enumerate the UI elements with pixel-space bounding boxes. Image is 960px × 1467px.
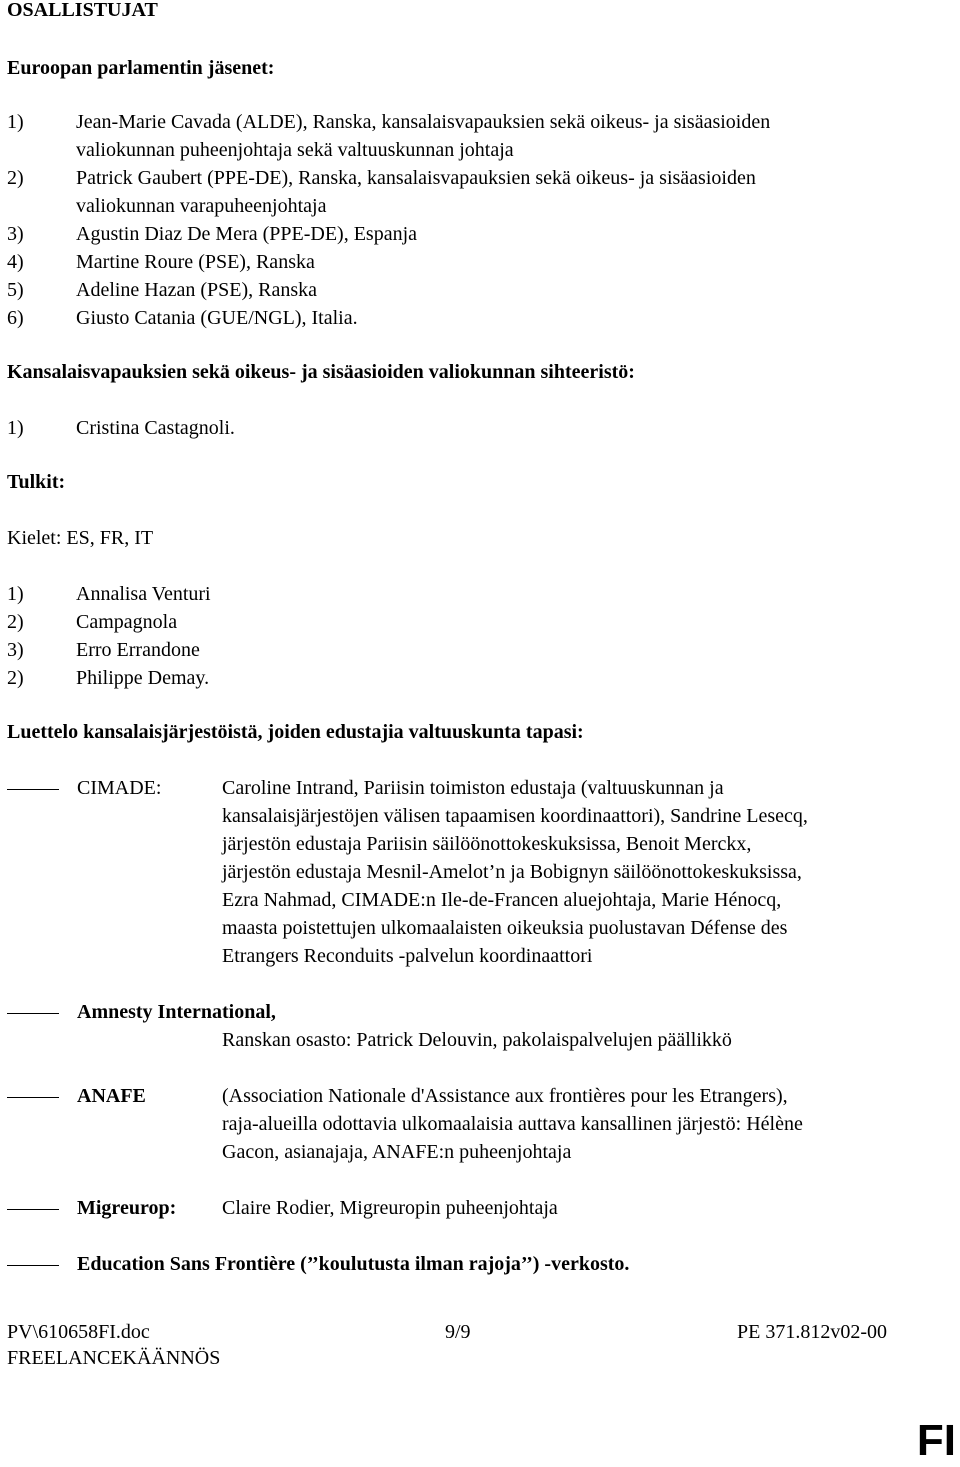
dash-bullet bbox=[7, 1013, 59, 1014]
ngo-detail: Etrangers Reconduits -palvelun koordinaattori bbox=[222, 945, 593, 967]
ngo-detail: maasta poistettujen ulkomaalaisten oikeuksia puolustavan Défense des bbox=[222, 917, 788, 939]
item-number: 2) bbox=[7, 667, 24, 689]
ngo-detail: Claire Rodier, Migreuropin puheenjohtaja bbox=[222, 1197, 558, 1219]
ngos-title: Luettelo kansalaisjärjestöistä, joiden edustajia valtuuskunta tapasi: bbox=[7, 721, 584, 743]
ngo-detail: kansalaisjärjestöjen välisen tapaamisen koordinaattori), Sandrine Lesecq, bbox=[222, 805, 808, 827]
secretariat-title: Kansalaisvapauksien sekä oikeus- ja sisäasioiden valiokunnan sihteeristö: bbox=[7, 361, 635, 383]
item-text: Cristina Castagnoli. bbox=[76, 417, 235, 439]
footer-doc: PV\610658FI.doc bbox=[7, 1321, 150, 1343]
item-text: Giusto Catania (GUE/NGL), Italia. bbox=[76, 307, 358, 329]
item-number: 1) bbox=[7, 111, 24, 133]
language-code: FI bbox=[916, 1416, 956, 1465]
ngo-name: ANAFE bbox=[77, 1085, 146, 1107]
ngo-detail: raja-alueilla odottavia ulkomaalaisia auttava kansallinen järjestö: Hélène bbox=[222, 1113, 803, 1135]
item-number: 5) bbox=[7, 279, 24, 301]
ngo-detail: järjestön edustaja Mesnil-Amelot’n ja Bobignyn säilöönottokeskuksissa, bbox=[222, 861, 802, 883]
ngo-detail: Ezra Nahmad, CIMADE:n Ile-de-Francen aluejohtaja, Marie Hénocq, bbox=[222, 889, 782, 911]
item-text-cont: valiokunnan varapuheenjohtaja bbox=[76, 195, 327, 217]
list-item bbox=[7, 306, 358, 330]
item-text: Agustin Diaz De Mera (PPE-DE), Espanja bbox=[76, 223, 418, 245]
dash-bullet bbox=[7, 789, 59, 790]
dash-bullet bbox=[7, 1209, 59, 1210]
ngo-detail: järjestön edustaja Pariisin säilöönottokeskuksissa, Benoit Merckx, bbox=[222, 833, 752, 855]
dash-bullet bbox=[7, 1097, 59, 1098]
item-text-cont: valiokunnan puheenjohtaja sekä valtuuskunnan johtaja bbox=[76, 139, 514, 161]
ngo-name: Education Sans Frontière (’’koulutusta ilman rajoja’’) -verkosto. bbox=[77, 1253, 630, 1275]
meps-title: Euroopan parlamentin jäsenet: bbox=[7, 57, 275, 79]
item-number: 6) bbox=[7, 307, 24, 329]
item-number: 1) bbox=[7, 583, 24, 605]
list-item bbox=[7, 638, 200, 662]
list-item bbox=[7, 416, 235, 440]
heading: OSALLISTUJAT bbox=[7, 0, 158, 21]
ngo-name: Amnesty International, bbox=[77, 1001, 276, 1023]
item-text: Adeline Hazan (PSE), Ranska bbox=[76, 279, 318, 301]
list-item bbox=[7, 582, 211, 606]
list-item bbox=[7, 222, 417, 246]
ngo-detail: Gacon, asianajaja, ANAFE:n puheenjohtaja bbox=[222, 1141, 572, 1163]
interpreters-title: Tulkit: bbox=[7, 471, 66, 493]
ngo-name: CIMADE: bbox=[77, 777, 162, 799]
item-text: Patrick Gaubert (PPE-DE), Ranska, kansalaisvapauksien sekä oikeus- ja sisäasioiden bbox=[76, 167, 756, 189]
footer-translation: FREELANCEKÄÄNNÖS bbox=[7, 1347, 221, 1369]
list-item bbox=[7, 110, 770, 134]
list-item bbox=[7, 278, 317, 302]
dash-bullet bbox=[7, 1265, 59, 1266]
footer-page: 9/9 bbox=[445, 1321, 471, 1343]
item-number: 1) bbox=[7, 417, 24, 439]
item-text: Annalisa Venturi bbox=[76, 583, 211, 605]
footer-ref: PE 371.812v02-00 bbox=[737, 1321, 887, 1343]
item-text: Erro Errandone bbox=[76, 639, 200, 661]
ngo-detail: Caroline Intrand, Pariisin toimiston edustaja (valtuuskunnan ja bbox=[222, 777, 724, 799]
list-item bbox=[7, 250, 315, 274]
ngo-detail: (Association Nationale d'Assistance aux frontières pour les Etrangers), bbox=[222, 1085, 788, 1107]
item-text: Campagnola bbox=[76, 611, 178, 633]
item-number: 3) bbox=[7, 223, 24, 245]
item-text: Jean-Marie Cavada (ALDE), Ranska, kansalaisvapauksien sekä oikeus- ja sisäasioiden bbox=[76, 111, 771, 133]
ngo-detail: Ranskan osasto: Patrick Delouvin, pakolaispalvelujen päällikkö bbox=[222, 1029, 732, 1051]
item-text: Philippe Demay. bbox=[76, 667, 210, 689]
item-number: 2) bbox=[7, 167, 24, 189]
item-number: 4) bbox=[7, 251, 24, 273]
item-number: 3) bbox=[7, 639, 24, 661]
languages: Kielet: ES, FR, IT bbox=[7, 527, 154, 549]
ngo-name: Migreurop: bbox=[77, 1197, 177, 1219]
list-item bbox=[7, 166, 756, 190]
list-item bbox=[7, 666, 209, 690]
list-item bbox=[7, 610, 177, 634]
item-number: 2) bbox=[7, 611, 24, 633]
item-text: Martine Roure (PSE), Ranska bbox=[76, 251, 315, 273]
